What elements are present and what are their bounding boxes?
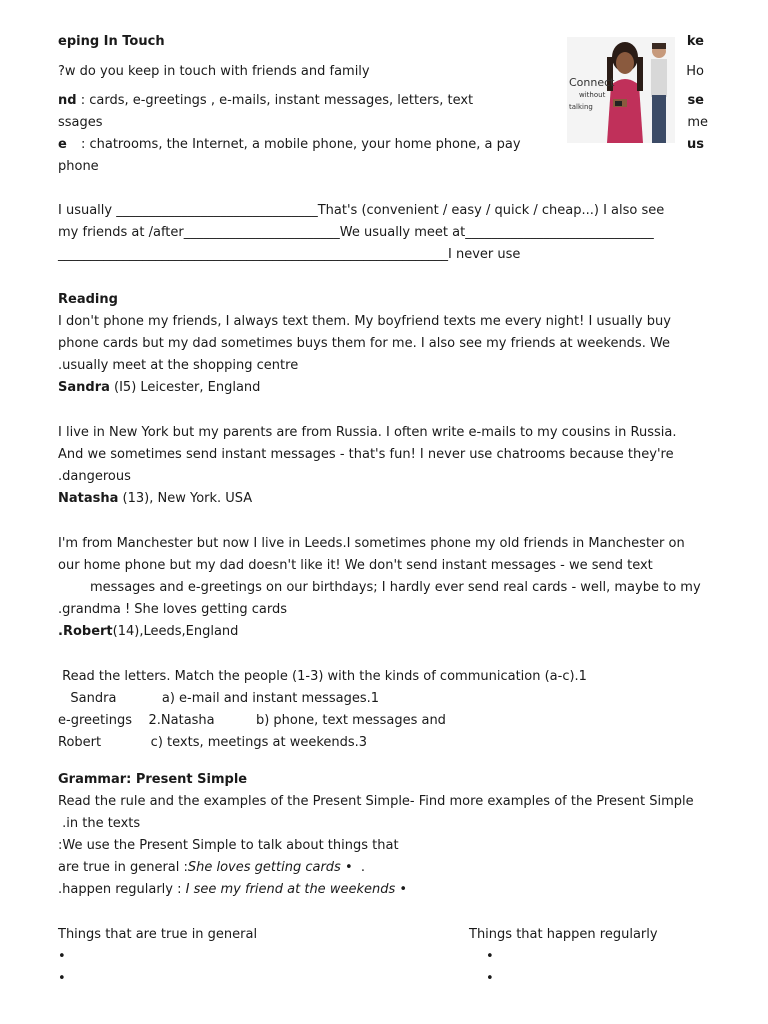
photo-caption-1: Connect (569, 76, 615, 89)
left-bullet: • (58, 949, 66, 964)
robert-text-line: our home phone but my dad doesn't like it! We don't send instant messages - we send text (58, 558, 653, 573)
header-fragment-1: ke (686, 34, 704, 49)
robert-text-line: I'm from Manchester but now I live in Leeds.I sometimes phone my old friends in Manchester on (58, 536, 685, 551)
places-line (58, 137, 521, 153)
header-fragment-3: se (687, 93, 704, 108)
natasha-name: Natasha (58, 491, 119, 506)
natasha-text-line: I live in New York but my parents are from Russia. I often write e-mails to my cousins in Russia. (58, 425, 677, 440)
right-bullet: • (486, 971, 494, 986)
fill-in-line-2: my friends at /after________________________We usually meet at_____________________________ (58, 225, 654, 240)
natasha-info: (13), New York. USA (118, 491, 253, 506)
robert-text-line: .grandma ! She loves getting cards (58, 602, 288, 617)
grammar-line-4 (58, 860, 365, 876)
left-bullet: • (58, 971, 66, 986)
natasha-text-line: .dangerous (58, 469, 131, 484)
grammar-example-2: I see my friend at the weekends (185, 882, 396, 897)
right-bullet: • (486, 949, 494, 964)
sandra-text-line: I don't phone my friends, I always text them. My boyfriend texts me every night! I usually buy (58, 314, 671, 329)
header-fragment-4: me (687, 115, 708, 130)
sandra-info: (I5) Leicester, England (109, 380, 261, 395)
grammar-line-4-post: • . (340, 860, 366, 875)
left-column-heading: Things that are true in general (58, 927, 258, 942)
robert-name: Robert (62, 624, 113, 639)
grammar-line-5-post: • (395, 882, 408, 897)
sandra-signature (58, 380, 260, 396)
robert-prefix: . (58, 624, 63, 639)
right-column-heading: Things that happen regularly (469, 927, 658, 942)
places-text: : chatrooms, the Internet, a mobile phone, your home phone, a pay (80, 137, 521, 152)
reading-heading: Reading (58, 292, 118, 307)
grammar-example-1: She loves getting cards (187, 860, 341, 875)
grammar-line-2: .in the texts (58, 816, 141, 831)
robert-text-line: messages and e-greetings on our birthdays; I hardly ever send real cards - well, maybe to my (90, 580, 701, 595)
places-continued: phone (58, 159, 99, 174)
robert-signature (58, 624, 238, 640)
connect-without-talking-photo (567, 37, 675, 143)
kinds-line (58, 93, 473, 109)
header-fragment-5: us (687, 137, 704, 152)
exercise-line-4: Robert c) texts, meetings at weekends.3 (58, 735, 368, 750)
grammar-line-5-pre: .happen regularly : (58, 882, 186, 897)
places-label: e (58, 137, 67, 152)
grammar-line-5 (58, 882, 407, 898)
sandra-name: Sandra (58, 380, 110, 395)
kinds-text: : cards, e-greetings , e-mails, instant messages, letters, text (80, 93, 474, 108)
intro-question: ?w do you keep in touch with friends and family (58, 64, 370, 79)
fill-in-line-1: I usually _______________________________That's (convenient / easy / quick / cheap...) I also see (58, 203, 665, 218)
exercise-line-2: Sandra a) e-mail and instant messages.1 (58, 691, 380, 706)
grammar-line-4-pre: are true in general : (58, 860, 188, 875)
photo-caption-2: without (579, 91, 606, 99)
robert-info: (14),Leeds,England (112, 624, 239, 639)
sandra-text-line: .usually meet at the shopping centre (58, 358, 299, 373)
header-fragment-2: Ho (686, 64, 704, 79)
natasha-text-line: And we sometimes send instant messages - that's fun! I never use chatrooms because they're (58, 447, 674, 462)
photo-caption-3: talking (569, 103, 593, 111)
grammar-line-3: :We use the Present Simple to talk about things that (58, 838, 399, 853)
page-title: eping In Touch (58, 34, 165, 49)
exercise-line-1: Read the letters. Match the people (1-3) with the kinds of communication (a-c).1 (58, 669, 587, 684)
kinds-continued: ssages (58, 115, 103, 130)
fill-in-line-3: ____________________________________________________________I never use (58, 247, 521, 262)
sandra-text-line: phone cards but my dad sometimes buys them for me. I also see my friends at weekends. We (58, 336, 671, 351)
grammar-line-1: Read the rule and the examples of the Present Simple- Find more examples of the Present Simple (58, 794, 694, 809)
natasha-signature (58, 491, 252, 507)
exercise-line-3: e-greetings 2.Natasha b) phone, text messages and (58, 713, 446, 728)
kinds-label: nd (58, 93, 77, 108)
grammar-heading: Grammar: Present Simple (58, 772, 248, 787)
